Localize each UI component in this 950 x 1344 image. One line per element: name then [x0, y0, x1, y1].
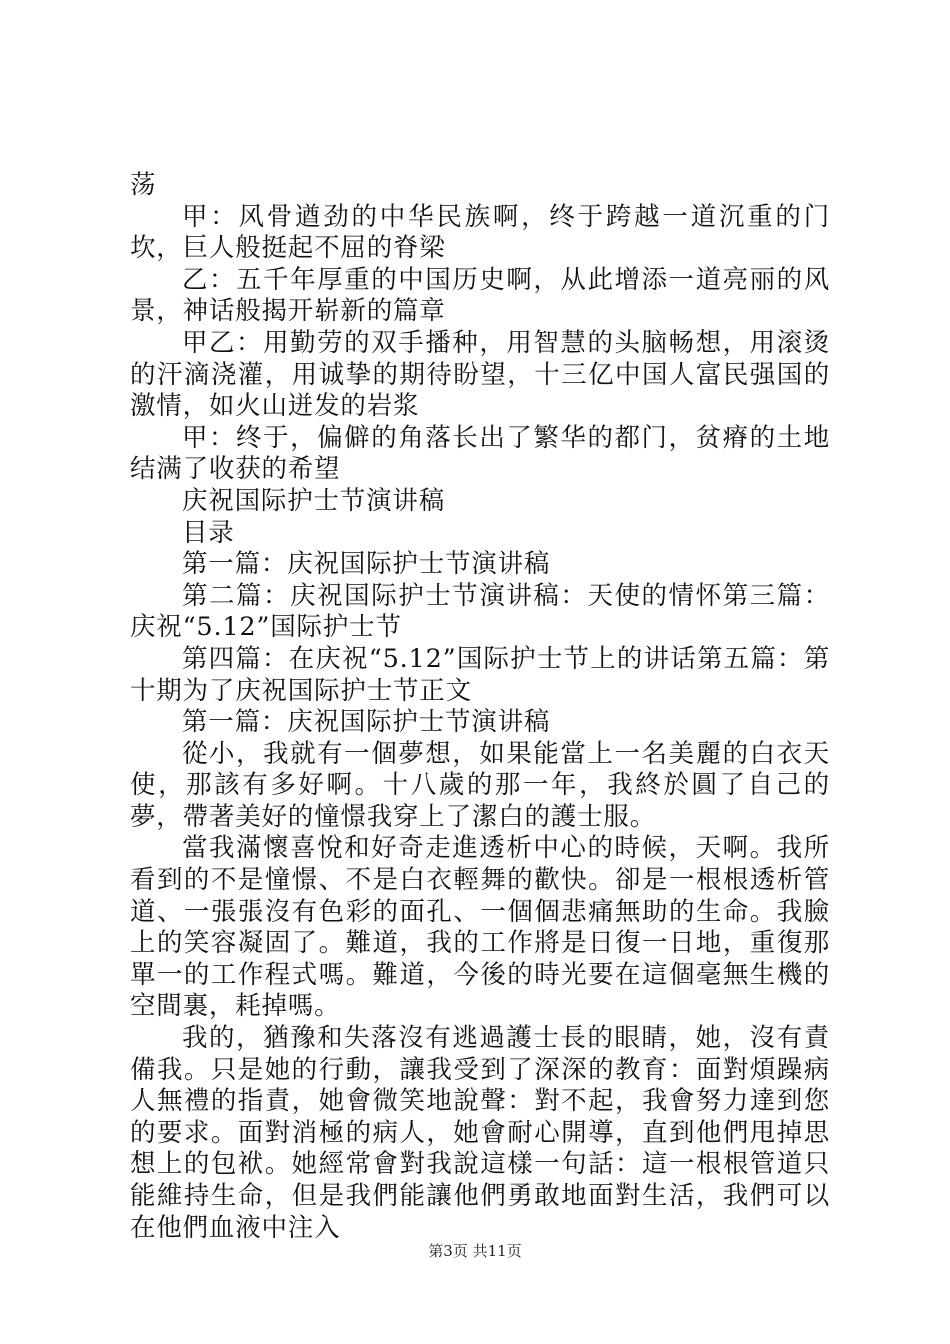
paragraph: 從小，我就有一個夢想，如果能當上一名美麗的白衣天使，那該有多好啊。十八歲的那一年，我終於圓了自己的夢，帶著美好的憧憬我穿上了潔白的護士服。	[130, 738, 830, 832]
toc-item: 第二篇：庆祝国际护士节演讲稿：天使的情怀第三篇：庆祝“5.12”国际护士节	[130, 580, 830, 643]
section-title: 庆祝国际护士节演讲稿	[182, 485, 446, 516]
paragraph: 我的，猶豫和失落沒有逃過護士長的眼睛，她，沒有責備我。只是她的行動，讓我受到了深深的教育：面對煩躁病人無禮的指責，她會微笑地說聲：對不起，我會努力達到您的要求。面對消極的病人，她會耐心開導，直到他們甩掉思想上的包袱。她經常會對我說這樣一句話：這一根根管道只能維持生命，但是我們能讓他們勇敢地面對生活，我們可以在他們血液中注入	[130, 1023, 830, 1243]
paragraph-continuation: 荡	[130, 170, 157, 200]
toc-item: 第四篇：在庆祝“5.12”国际护士节上的讲话第五篇：第十期为了庆祝国际护士节正文	[130, 643, 830, 706]
paragraph: 甲：终于，偏僻的角落长出了繁华的都门，贫瘠的土地结满了收获的希望	[130, 422, 830, 485]
paragraph: 甲乙：用勤劳的双手播种，用智慧的头脑畅想，用滚烫的汗滴浇灌，用诚挚的期待盼望，十三亿中国人富民强国的激情，如火山迸发的岩浆	[130, 327, 830, 422]
document-body	[130, 170, 830, 1244]
toc-item: 第一篇：庆祝国际护士节演讲稿	[182, 549, 551, 580]
page-footer	[0, 1240, 950, 1261]
page-number: 第3页 共11页	[428, 1242, 522, 1260]
paragraph: 當我滿懷喜悅和好奇走進透析中心的時候，天啊。我所看到的不是憧憬、不是白衣輕舞的歡快。卻是一根根透析管道、一張張沒有色彩的面孔、一個個悲痛無助的生命。我臉上的笑容凝固了。難道，我的工作將是日復一日地，重復那單一的工作程式嗎。難道，今後的時光要在這個毫無生機的空間裏，耗掉嗎。	[130, 833, 830, 1022]
chapter-heading: 第一篇：庆祝国际护士节演讲稿	[182, 707, 551, 738]
paragraph: 乙：五千年厚重的中国历史啊，从此增添一道亮丽的风景，神话般揭开崭新的篇章	[130, 264, 830, 327]
paragraph: 甲：风骨遒劲的中华民族啊，终于跨越一道沉重的门坎，巨人般挺起不屈的脊梁	[130, 201, 830, 264]
toc-heading: 目录	[182, 517, 235, 548]
